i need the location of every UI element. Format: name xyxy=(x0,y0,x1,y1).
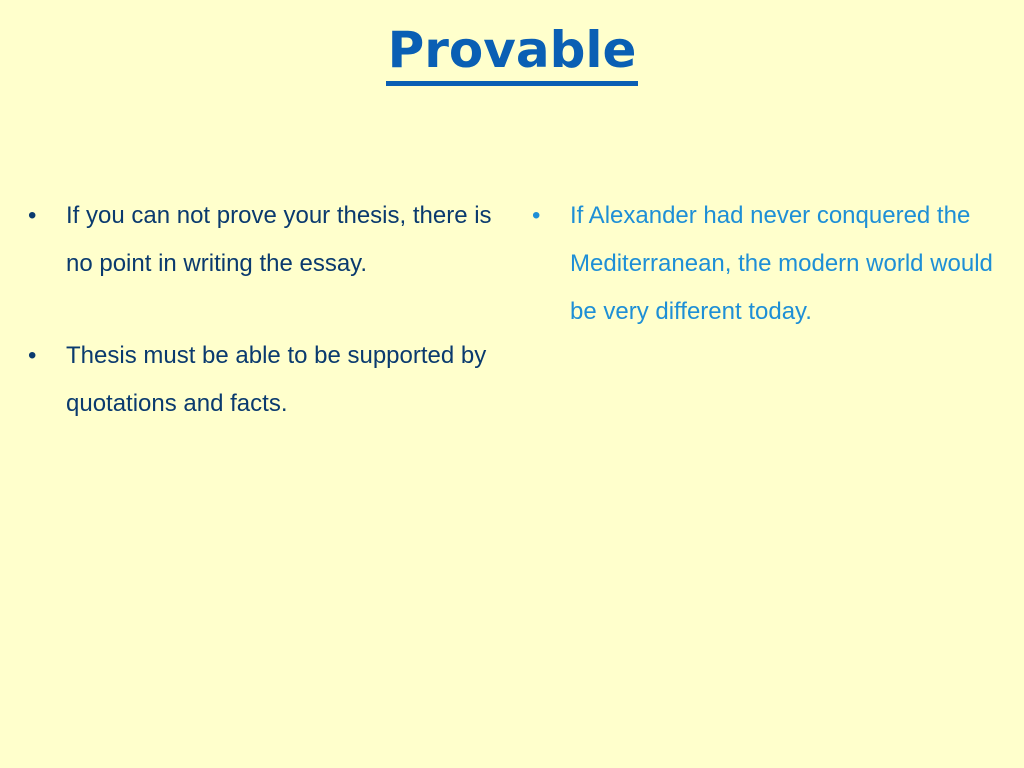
bullet-icon: • xyxy=(532,202,541,229)
slide-title xyxy=(0,22,1024,86)
bullet-item xyxy=(28,192,498,288)
bullet-text: Thesis must be able to be supported by quotations and facts. xyxy=(66,342,487,417)
bullet-text: If you can not prove your thesis, there is no point in writing the essay. xyxy=(66,202,492,277)
right-bullet-list xyxy=(532,192,1002,380)
bullet-icon: • xyxy=(28,202,37,229)
bullet-item xyxy=(532,192,1002,336)
left-bullet-list xyxy=(28,192,498,472)
bullet-icon: • xyxy=(28,342,37,369)
slide-title-text: Provable xyxy=(386,22,639,86)
bullet-text: If Alexander had never conquered the Mediterranean, the modern world would be very different today. xyxy=(570,202,993,325)
bullet-item xyxy=(28,332,498,428)
